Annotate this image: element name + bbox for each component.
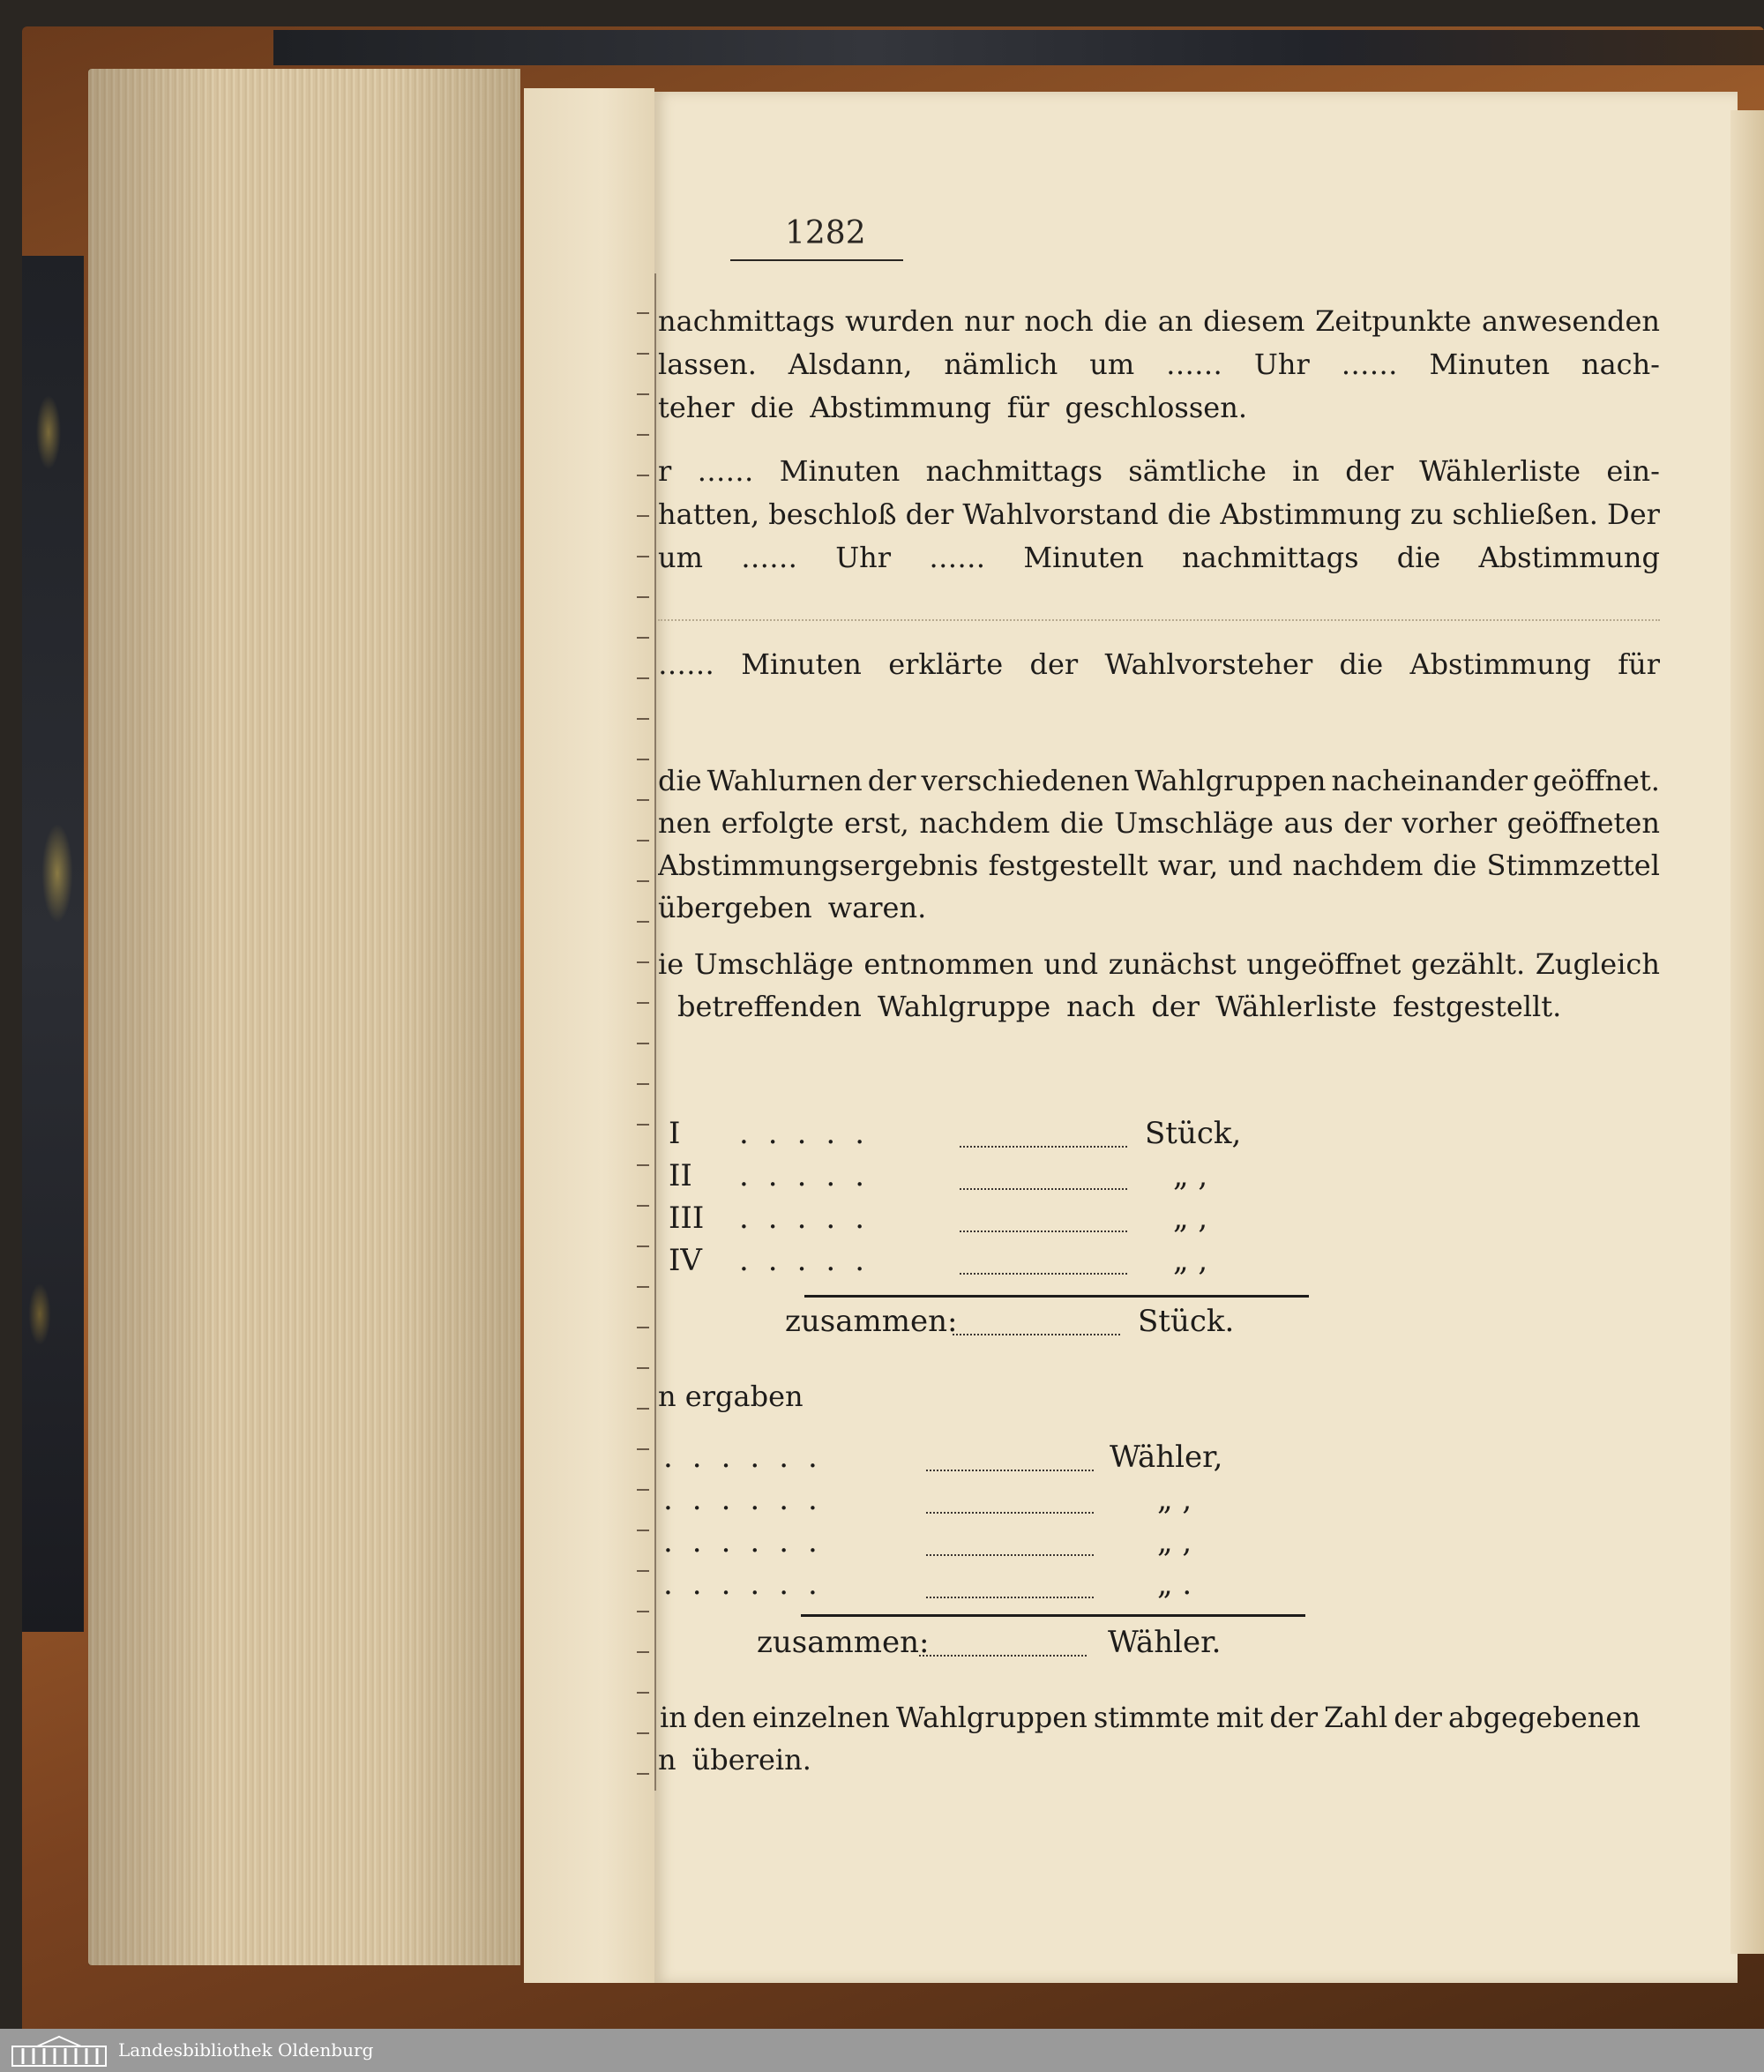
- group-label: III: [669, 1201, 705, 1236]
- text-line-5: hatten, beschloß der Wahlvorstand die Abstimmung zu schließen. Der: [658, 497, 1660, 531]
- result-unit: „ .: [1157, 1567, 1192, 1602]
- blank-field: [926, 1470, 1094, 1473]
- text-line-4: r …… Minuten nachmittags sämtliche in der Wählerliste ein-: [658, 454, 1660, 488]
- group-row-2: [669, 1158, 1233, 1199]
- leader-dots: ......: [663, 1440, 837, 1475]
- group-row-4: [669, 1243, 1233, 1283]
- binding-line: [654, 273, 656, 1791]
- text-line-1: nachmittags wurden nur noch die an diesem Zeitpunkte anwesenden: [658, 304, 1660, 338]
- group-unit: Stück,: [1145, 1116, 1242, 1151]
- blank-field: [926, 1597, 1094, 1600]
- result-intro: n ergaben: [658, 1380, 804, 1413]
- group-label: I: [669, 1116, 681, 1151]
- text-line-12: ie Umschläge entnommen und zunächst ungeöffnet gezählt. Zugleich: [658, 947, 1660, 981]
- closing-line-1: in den einzelnen Wahlgruppen stimmte mit der Zahl der abgegebenen: [660, 1701, 1641, 1734]
- leader-dots: .....: [739, 1116, 885, 1151]
- binding-tick-marks: [637, 273, 649, 1791]
- blank-field: [960, 1146, 1127, 1149]
- marbled-cover-edge: [22, 256, 84, 1632]
- leader-dots: ......: [663, 1567, 837, 1602]
- left-page-block-shade: [88, 69, 520, 1965]
- blank-field: [926, 1512, 1094, 1515]
- group-unit: „ ,: [1173, 1243, 1208, 1278]
- total-unit: Stück.: [1138, 1304, 1235, 1339]
- total-label: zusammen:: [785, 1304, 958, 1339]
- library-name: Landesbibliothek Oldenburg: [118, 2039, 374, 2061]
- group-row-1: [669, 1116, 1242, 1156]
- group-row-3: [669, 1201, 1233, 1241]
- group-unit: „ ,: [1173, 1158, 1208, 1193]
- group-label: II: [669, 1158, 692, 1193]
- result-row-2: [663, 1482, 1228, 1522]
- group-unit: „ ,: [1173, 1201, 1208, 1236]
- footer-bar: [0, 2029, 1764, 2072]
- facing-page-edge: [1730, 110, 1764, 1954]
- result-unit: „ ,: [1157, 1524, 1192, 1560]
- page-number-rule: [730, 259, 903, 261]
- leader-dots: .....: [739, 1158, 885, 1193]
- faint-fill-line: [658, 619, 1660, 622]
- leader-dots: .....: [739, 1201, 885, 1236]
- result-row-1: [663, 1440, 1228, 1480]
- text-line-8: die Wahlurnen der verschiedenen Wahlgruppen nacheinander geöffnet.: [658, 764, 1660, 797]
- result-row-4: [663, 1567, 1228, 1607]
- text-line-11: übergeben waren.: [658, 891, 927, 924]
- text-line-3: teher die Abstimmung für geschlossen.: [658, 391, 1247, 424]
- blank-field: [919, 1655, 1087, 1658]
- text-line-10: Abstimmungsergebnis festgestellt war, und nachdem die Stimmzettel: [658, 849, 1660, 882]
- gutter-strip: [524, 88, 654, 1983]
- sum-rule: [804, 1295, 1309, 1298]
- sum-rule: [801, 1614, 1305, 1617]
- group-total-row: [785, 1304, 1244, 1344]
- library-building-icon: [11, 2034, 108, 2068]
- leader-dots: ......: [663, 1524, 837, 1560]
- blank-field: [960, 1273, 1127, 1276]
- blank-field: [926, 1554, 1094, 1558]
- result-row-3: [663, 1524, 1228, 1565]
- result-total-row: [757, 1625, 1251, 1665]
- text-line-6: um …… Uhr …… Minuten nachmittags die Abstimmung: [658, 541, 1660, 574]
- blank-field: [960, 1230, 1127, 1234]
- blank-field: [953, 1334, 1120, 1337]
- marbled-cover-top: [273, 30, 1764, 65]
- page-number: 1282: [785, 215, 866, 251]
- blank-field: [960, 1188, 1127, 1192]
- result-unit: „ ,: [1157, 1482, 1192, 1517]
- text-line-9: nen erfolgte erst, nachdem die Umschläge aus der vorher geöffneten: [658, 806, 1660, 840]
- text-line-7: …… Minuten erklärte der Wahlvorsteher die Abstimmung für: [658, 647, 1660, 681]
- result-unit: Wähler,: [1110, 1440, 1223, 1475]
- text-line-13: betreffenden Wahlgruppe nach der Wählerliste festgestellt.: [677, 990, 1562, 1023]
- group-label: IV: [669, 1243, 702, 1278]
- leader-dots: ......: [663, 1482, 837, 1517]
- closing-line-2: n überein.: [658, 1743, 811, 1777]
- total-label: zusammen:: [757, 1625, 930, 1660]
- leader-dots: .....: [739, 1243, 885, 1278]
- total-unit: Wähler.: [1108, 1625, 1222, 1660]
- text-line-2: lassen. Alsdann, nämlich um …… Uhr …… Minuten nach-: [658, 348, 1660, 381]
